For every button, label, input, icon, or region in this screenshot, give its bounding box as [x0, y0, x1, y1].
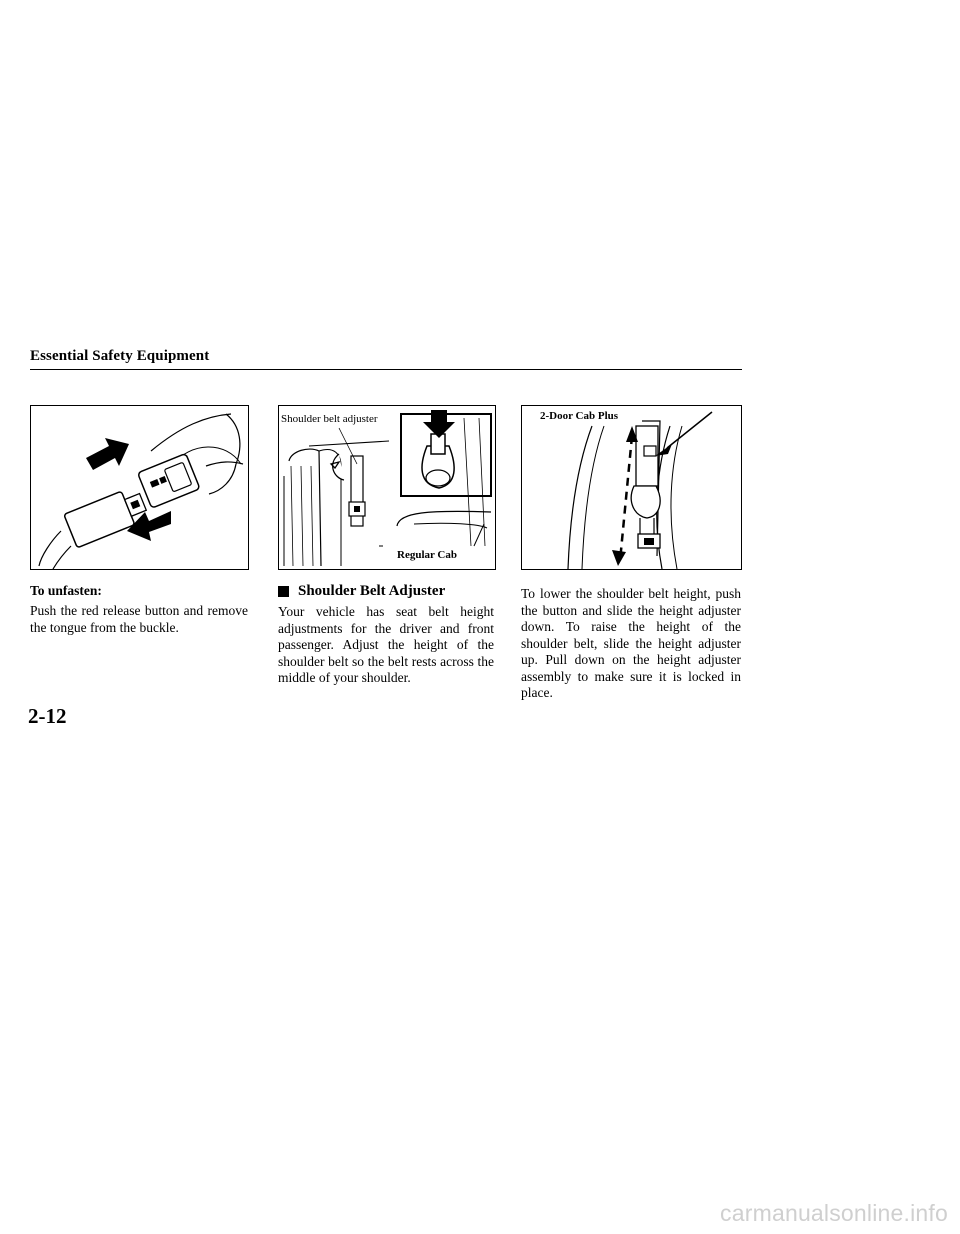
header-rule [30, 369, 742, 370]
shoulder-belt-adjuster-heading-text: Shoulder Belt Adjuster [298, 583, 446, 599]
regular-cab-drawing [279, 406, 495, 569]
regular-cab-caption: Regular Cab [397, 549, 457, 561]
height-adjuster-instructions: To lower the shoulder belt height, push the button and slide the height adjuster down. To raise the height of the shoulder belt, slide the height adjuster up. Pull down on the height adjuster assembly to make sure it is locked in place. [521, 586, 741, 700]
section-title: Essential Safety Equipment [30, 348, 210, 364]
unfasten-illustration [30, 405, 249, 570]
cab-plus-caption: 2-Door Cab Plus [540, 410, 619, 422]
cab-plus-illustration [521, 405, 742, 570]
shoulder-belt-adjuster-callout: Shoulder belt adjuster [281, 413, 378, 425]
page-number: 2-12 [28, 704, 67, 728]
regular-cab-illustration [278, 405, 496, 570]
watermark: carmanualsonline.info [720, 1200, 948, 1226]
unfasten-body: Push the red release button and remove the tongue from the buckle. [30, 603, 248, 635]
cab-plus-drawing [522, 406, 741, 569]
shoulder-belt-adjuster-body: Your vehicle has seat belt height adjustments for the driver and front passenger. Adjust the height of the shoulder belt so the belt rests across the middle of your shoulder. [278, 604, 494, 685]
square-bullet-icon [278, 586, 289, 597]
shoulder-belt-adjuster-heading [278, 583, 445, 600]
buckle-drawing [31, 406, 248, 569]
unfasten-heading: To unfasten: [30, 583, 102, 598]
